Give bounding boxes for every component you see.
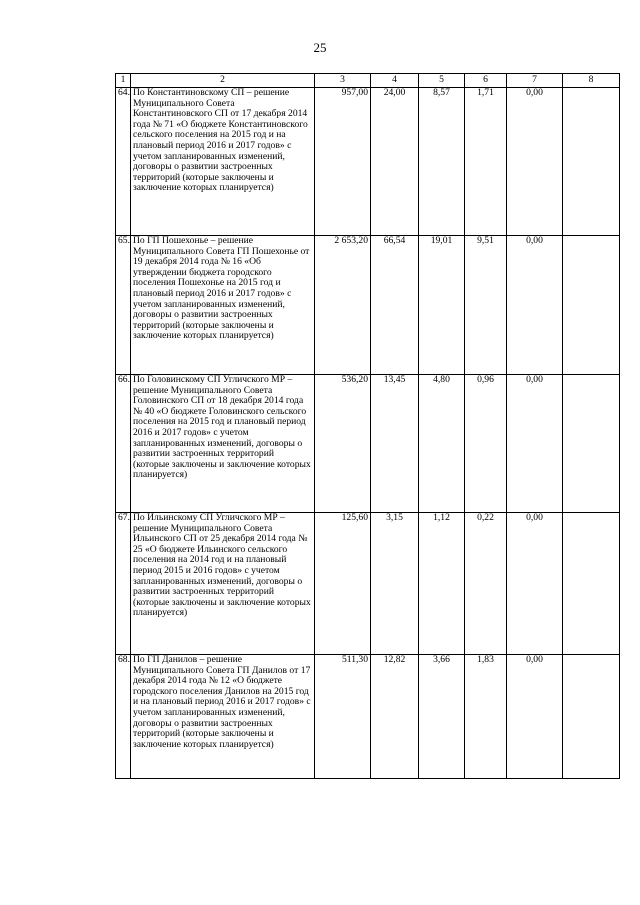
cell-col-3: 536,20	[315, 375, 371, 513]
header-row	[116, 74, 620, 88]
header-col-6: 6	[465, 74, 507, 88]
cell-col-7: 0,00	[507, 88, 563, 236]
header-col-8: 8	[563, 74, 620, 88]
row-number: 65.	[116, 236, 131, 375]
page-number: 25	[313, 40, 327, 55]
cell-col-8	[563, 375, 620, 513]
cell-col-6: 0,22	[465, 513, 507, 655]
cell-col-6: 1,71	[465, 88, 507, 236]
table-row	[116, 375, 620, 513]
cell-col-5: 19,01	[419, 236, 465, 375]
table-row	[116, 236, 620, 375]
cell-col-5: 1,12	[419, 513, 465, 655]
cell-col-7: 0,00	[507, 655, 563, 779]
row-description: По Ильинскому СП Угличского МР – решение Муниципального Совета Ильинского СП от 25 декабря 2014 года № 25 «О бюджете Ильинского сельского поселения на 2014 год и на плановый период 2015 и 2016 годов» с учетом запланированных изменений, договоры о развитии застроенных территорий (которые заключены и заключение которых планируется)	[131, 513, 315, 655]
table-row	[116, 655, 620, 779]
header-col-7: 7	[507, 74, 563, 88]
cell-col-3: 511,30	[315, 655, 371, 779]
table-row	[116, 513, 620, 655]
header-col-1: 1	[116, 74, 131, 88]
cell-col-8	[563, 88, 620, 236]
cell-col-3: 957,00	[315, 88, 371, 236]
cell-col-5: 4,80	[419, 375, 465, 513]
header-col-5: 5	[419, 74, 465, 88]
budget-table	[115, 73, 620, 779]
row-number: 66.	[116, 375, 131, 513]
cell-col-5: 3,66	[419, 655, 465, 779]
row-description: По Головинскому СП Угличского МР – решение Муниципального Совета Головинского СП от 18 декабря 2014 года № 40 «О бюджете Головинского сельского поселения на 2015 год и плановый период 2016 и 2017 годов» с учетом запланированных изменений, договоры о развитии застроенных территорий (которые заключены и заключение которых планируется)	[131, 375, 315, 513]
row-description: По ГП Пошехонье – решение Муниципального Совета ГП Пошехонье от 19 декабря 2014 года № 16 «Об утверждении бюджета городского поселения Пошехонье на 2015 год и плановый период 2016 и 2017 годов» с учетом запланированных изменений, договоры о развитии застроенных территорий (которые заключены и заключение которых планируется)	[131, 236, 315, 375]
header-col-2: 2	[131, 74, 315, 88]
cell-col-3: 2 653,20	[315, 236, 371, 375]
cell-col-7: 0,00	[507, 375, 563, 513]
cell-col-4: 24,00	[371, 88, 419, 236]
cell-col-4: 3,15	[371, 513, 419, 655]
row-number: 64.	[116, 88, 131, 236]
cell-col-6: 9,51	[465, 236, 507, 375]
row-number: 67.	[116, 513, 131, 655]
cell-col-4: 66,54	[371, 236, 419, 375]
cell-col-5: 8,57	[419, 88, 465, 236]
cell-col-3: 125,60	[315, 513, 371, 655]
row-description: По Константиновскому СП – решение Муниципального Совета Константиновского СП от 17 декабря 2014 года № 71 «О бюджете Константиновского сельского поселения на 2015 год и на плановый период 2016 и 2017 годов» с учетом запланированных изменений, договоры о развитии застроенных территорий (которые заключены и заключение которых планируется)	[131, 88, 315, 236]
cell-col-8	[563, 655, 620, 779]
header-col-4: 4	[371, 74, 419, 88]
cell-col-7: 0,00	[507, 513, 563, 655]
table-row	[116, 88, 620, 236]
header-col-3: 3	[315, 74, 371, 88]
row-description: По ГП Данилов – решение Муниципального Совета ГП Данилов от 17 декабря 2014 года № 12 «О бюджете городского поселения Данилов на 2015 год и на плановый период 2016 и 2017 годов» с учетом запланированных изменений, договоры о развитии застроенных территорий (которые заключены и заключение которых планируется)	[131, 655, 315, 779]
cell-col-6: 1,83	[465, 655, 507, 779]
row-number: 68.	[116, 655, 131, 779]
cell-col-4: 13,45	[371, 375, 419, 513]
cell-col-6: 0,96	[465, 375, 507, 513]
cell-col-8	[563, 513, 620, 655]
cell-col-7: 0,00	[507, 236, 563, 375]
cell-col-4: 12,82	[371, 655, 419, 779]
cell-col-8	[563, 236, 620, 375]
